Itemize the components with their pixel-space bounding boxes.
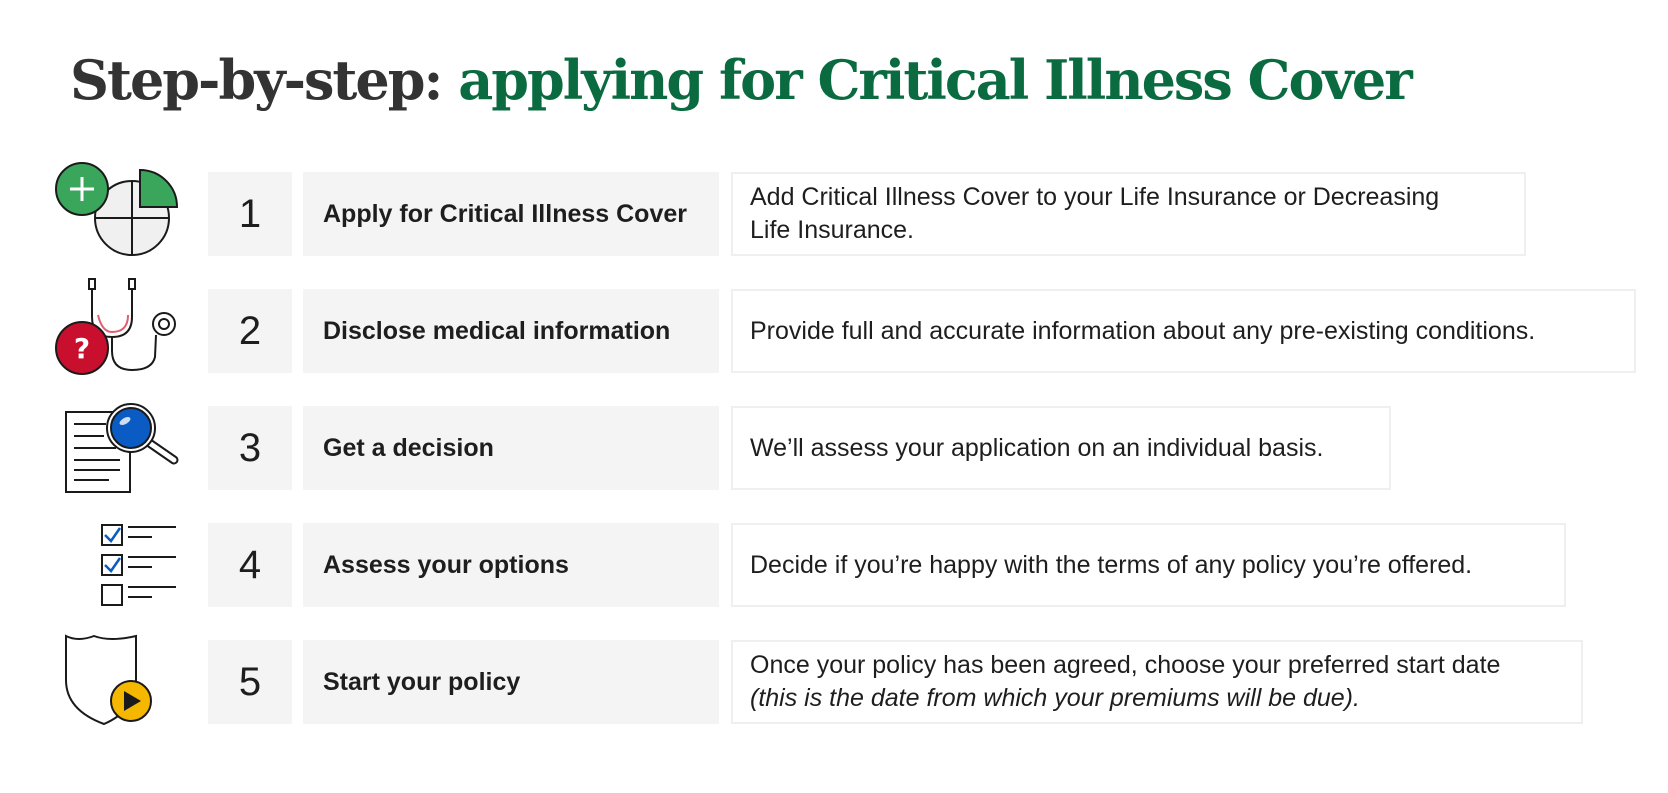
svg-text:?: ? bbox=[73, 332, 91, 365]
description-line: Once your policy has been agreed, choose your preferred start date bbox=[750, 651, 1501, 679]
step-number: 4 bbox=[208, 523, 292, 607]
document-magnifier-icon bbox=[54, 394, 184, 494]
step-title: Assess your options bbox=[303, 523, 719, 607]
step-2 bbox=[0, 289, 1668, 373]
title-highlight: applying for Critical Illness Cover bbox=[458, 48, 1411, 112]
description-line: Add Critical Illness Cover to your Life Insurance or Decreasing bbox=[750, 183, 1440, 211]
step-5 bbox=[0, 640, 1668, 724]
step-title: Start your policy bbox=[303, 640, 719, 724]
step-title: Get a decision bbox=[303, 406, 719, 490]
step-description bbox=[731, 406, 1391, 490]
step-number: 3 bbox=[208, 406, 292, 490]
description-line-italic: (this is the date from which your premiums will be due). bbox=[750, 684, 1360, 712]
step-title: Apply for Critical Illness Cover bbox=[303, 172, 719, 256]
step-title: Disclose medical information bbox=[303, 289, 719, 373]
step-4 bbox=[0, 523, 1668, 607]
page-title bbox=[70, 40, 1411, 120]
checklist-icon bbox=[54, 511, 184, 611]
step-number: 1 bbox=[208, 172, 292, 256]
step-number: 5 bbox=[208, 640, 292, 724]
step-description bbox=[731, 523, 1566, 607]
shield-play-icon bbox=[54, 628, 184, 728]
step-description bbox=[731, 172, 1526, 256]
step-3 bbox=[0, 406, 1668, 490]
stethoscope-question-icon bbox=[54, 277, 184, 377]
title-prefix: Step-by-step: bbox=[70, 48, 442, 112]
description-line: We’ll assess your application on an individual basis. bbox=[750, 433, 1324, 462]
description-line: Decide if you’re happy with the terms of any policy you’re offered. bbox=[750, 550, 1473, 579]
step-description bbox=[731, 289, 1636, 373]
step-number: 2 bbox=[208, 289, 292, 373]
pie-chart-plus-icon bbox=[54, 160, 184, 260]
step-1 bbox=[0, 172, 1668, 256]
description-line: Life Insurance. bbox=[750, 216, 914, 244]
step-description bbox=[731, 640, 1583, 724]
description-line: Provide full and accurate information about any pre-existing conditions. bbox=[750, 316, 1536, 345]
